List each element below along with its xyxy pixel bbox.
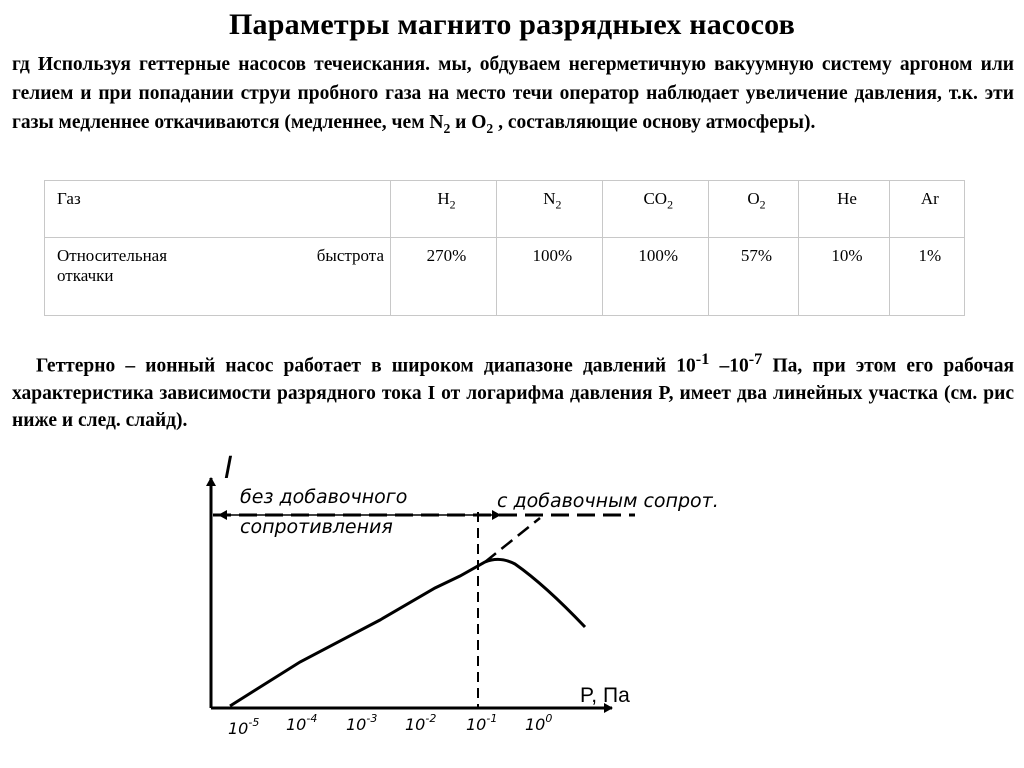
row-label-cell [45, 238, 391, 316]
gas-subscript: 2 [449, 197, 456, 212]
gas-name: Ar [920, 189, 939, 208]
x-tick-labels [228, 712, 552, 738]
gas-subscript: 2 [667, 197, 674, 212]
table-cell-value: 270% [391, 238, 497, 316]
row-label-right: быстрота [316, 246, 384, 265]
table-header-cell [602, 181, 708, 238]
table-header-cell [889, 181, 964, 238]
para2-text-2: –10 [709, 355, 749, 377]
para2-sup-2: -7 [748, 350, 763, 368]
pumping-speed-table [44, 180, 965, 316]
label-with-resistor: с добавочным сопрот. [497, 490, 719, 512]
gas-name: N [543, 189, 556, 208]
x-tick-label: $10^{-2}$ [405, 712, 437, 734]
x-tick-label: $10^{-4}$ [286, 712, 318, 734]
slide-title: Параметры магнито разрядныех насосов [228, 8, 796, 41]
table-cell-value: 57% [708, 238, 799, 316]
gas-name: He [837, 189, 857, 208]
row-label-left: Относительная [57, 246, 168, 265]
intro-paragraph [12, 50, 1014, 143]
x-tick-label: $10^{-1}$ [466, 712, 498, 734]
table-header-row [45, 181, 965, 238]
para2-text-1: Геттерно – ионный насос работает в широком диапазоне давлений 10 [36, 355, 696, 377]
table-header-cell [799, 181, 890, 238]
x-axis-label: P, Па [580, 684, 630, 707]
intro-text-2: и O [450, 112, 487, 133]
x-tick-label: $10^{-5}$ [228, 716, 260, 738]
y-axis-label: I [224, 451, 233, 486]
intro-sub-2: 2 [486, 120, 494, 136]
gas-subscript: 2 [555, 197, 562, 212]
row-label-line2: откачки [57, 266, 114, 285]
x-tick-label: $10^{-3}$ [346, 712, 378, 734]
para2-text-3: Па, при этом его рабочая характеристика зависимости разрядного тока I от логарифма давления P, имеет два линейных участка (см. рис ниже и след. слайд). [12, 355, 1014, 431]
series-without-resistor [230, 559, 585, 706]
label-without-resistor-2: сопротивления [240, 516, 393, 538]
table-header-cell [391, 181, 497, 238]
para2-sup-1: -1 [695, 350, 710, 368]
series-with-resistor-dashed [485, 518, 540, 562]
table-cell-value: 100% [496, 238, 602, 316]
gas-name: H [437, 189, 450, 208]
table-header-cell [708, 181, 799, 238]
table-header-cell [496, 181, 602, 238]
intro-sub-1: 2 [443, 120, 451, 136]
table-cell-value: 10% [799, 238, 890, 316]
table-cell-value: 1% [889, 238, 964, 316]
gas-name: O [747, 189, 760, 208]
intro-text-3: , составляющие основу атмосферы). [493, 112, 816, 133]
table-row [45, 238, 965, 316]
table-cell-value: 100% [602, 238, 708, 316]
gas-subscript: 2 [759, 197, 766, 212]
gas-name: CO [643, 189, 668, 208]
pump-description-paragraph [12, 346, 1014, 434]
label-without-resistor-1: без добавочного [240, 486, 408, 508]
intro-text-1: гд Используя геттерные насосов течеискания. мы, обдуваем негерметичную вакуумную систему аргоном или гелием и при попадании струи пробного газа на место течи оператор наблюдает увеличение давления, т.к. эти газы медленнее откачиваются (медленнее, чем N [12, 54, 1014, 133]
table-header-gas: Газ [45, 181, 391, 238]
current-pressure-graph [0, 440, 1024, 768]
x-tick-label: $10^0$ [525, 712, 553, 734]
